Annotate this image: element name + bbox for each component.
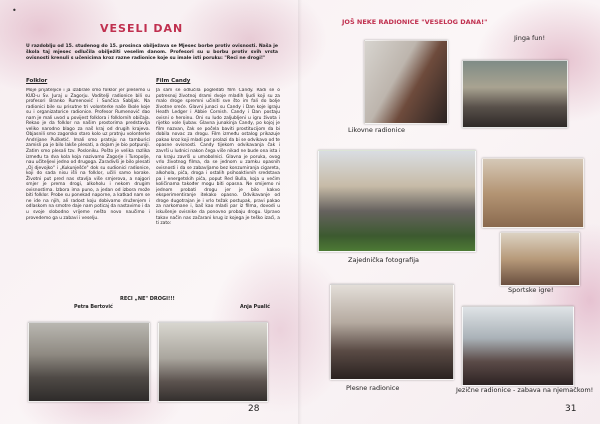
folklor-text: Moje prijateljice i ja izabrale smo folklor jer plešemo u KUD-u Sv. Juraj u Zagorju. Voditelji radionice bili su profesori Branko Rumenović i Sunčica Sabljak. Na radionici bile su prisutne tri volonterke naše škole koje su i organizatorice radionice. Profesor Rumenović dao nam je mali uvod u povijest folklora i folklornih običaja. Rekao je da folklor na našim prostorima predstavlja veliko narodno blago za naš kraj od drugih krajeva. Objasnili smo zagorsko staro kolo uz pratnju volonterke Andrijane Pušketić. Imali smo pratnju na tamburici zamisli pa je bilo lakše plesati, a dojam je bio potpuniji. Zatim smo plesali tzv. Posloniku. Pošto je velika razlika između ta dva kola koja nazivamo Zagorje i Turopolje, nau učiteljevi jedno od drugoga. Zaradivši je bilo plesati „Oj djevojko" i „Kukunješće" dok su sudionici radionice, koji do sada nisu išli na folklor, učili samo korake. Životni put pred nas stavlja više smjerova, a najgori smjer je prema drogi, alkoholu i nekom drugim ovisnostima. Izbora ima puno, a jedan od izbora može biti folklor. Probe su ponekad naporne, a katkad nam se ne ide na njih, ali radost koju dobivamo druženjem i odlaskom na smotre daje nam poticaj da nastavimo i da u svoje slobodno vrijeme nešto novo naučimo i provedemo ga u zabavi i veselju.: [26, 88, 150, 221]
folklor-heading: Folklor: [26, 78, 48, 84]
film-heading: Film Candy: [156, 78, 191, 84]
right-page-title: JOŠ NEKE RADIONICE "VESELOG DANA!": [342, 18, 488, 26]
author-film: Anja Pualić: [240, 305, 270, 310]
dance-photo: [330, 284, 454, 380]
language-photo: [462, 306, 574, 386]
gym-photo-top: [482, 158, 584, 228]
corner-mark: •: [12, 6, 17, 15]
art-workshop-photo: [364, 40, 448, 124]
film-text: Ja sam se odlučila pogledati film Candy. Radi se o potresnoj životnoj drami dvoje mladih ljudi koji su za malo droge spremni učiniti sve što im fali do bolje životne sreće. Glavni junaci su Candy i Dan koje igraju Heath Ledger i Abbie Cornish. Candy i Dan postaju ovisni o heroinu. Oni su ludo zaljubljeni u igru života i rijetko vole ljubav. Glavna junakinja Candy, po kojoj je film nazvan, čak se počela baviti prostitucijom da bi dobila novac za drogu. Film između ostalog prikazuje pakao kroz koji mladi par prolazi da bi se odvikavo od te opasne ovisnosti. Candy tijekom odvikavanja čak i završi u ludnici nakon čega više nikad ne bude ona ista i na kraju završi u umobolnici. Glavna je poruka, ovog vrlo životnog filma, da se jednom u zamku opasnih ovisnosti i da se zabavljamo bez konzumiranja cigareta, alkohola, pića, droga i ostalih psihoaktivnih sredstava pa i energetskih pića, poput Red Bulla, koja u većim količinama također mogu biti opasna. Ne smijemo ni jednom probati drogu jer je bilo kakvo eksperimentiranje itekako opasno. Odvikavanje od droge dugotrajan je i vrlo težak postupak, pravi pakao za narkomane i, baš kao mladi par iz filma, dovodi u iskušenje ovisnike da ponovno probaju drogu. Upravo takav način nas začarani krug iz kojega je teško izaći, a ti zato:: [156, 88, 280, 227]
caption-likovne: Likovne radionice: [348, 126, 406, 134]
caption-jezicne: Jezične radionice - zabava na njemačkom!: [456, 386, 594, 394]
gym-photo-bottom: [500, 232, 580, 286]
author-folklor: Petra Bertović: [74, 305, 113, 310]
group-photo: [318, 150, 476, 252]
caption-jenga: Jinga fun!: [514, 34, 546, 42]
caption-sportske: Sportske igre!: [508, 286, 554, 294]
classroom-photo-left: [28, 322, 150, 402]
page-title: VESELI DAN: [100, 22, 184, 35]
jenga-photo: [462, 60, 568, 128]
page-number-left: 28: [248, 404, 260, 414]
classroom-photo-right: [158, 322, 268, 402]
slogan: RECI „NE" DROGI!!!: [120, 296, 175, 302]
intro-paragraph: U razdoblju od 15. studenog do 15. prosinca obilježava se Mjesec borbe protiv ovisnosti. Naša je škola taj mjesec odlučila obilježiti veselim danom. Profesori su u borbu protiv svih vrsta ovisnosti krenuli s učenicima kroz razne radionice koje su imale isti poruku: "Reci ne drogi!": [26, 44, 278, 61]
page-number-right: 31: [565, 404, 577, 414]
caption-plesne: Plesne radionice: [346, 384, 400, 392]
page-gutter: [298, 0, 302, 424]
caption-zajednicka: Zajednička fotografija: [348, 256, 420, 264]
